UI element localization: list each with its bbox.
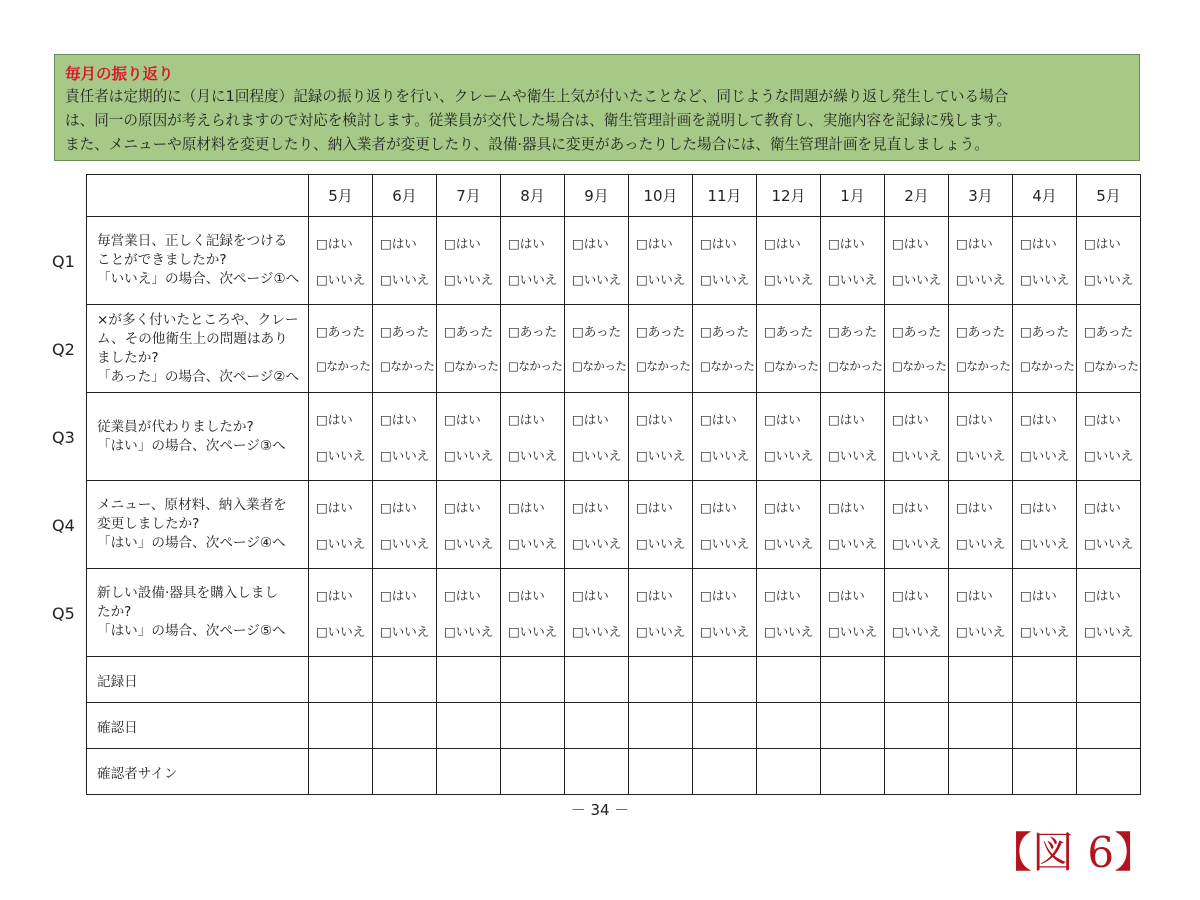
answer-checkbox-no[interactable]: □いいえ xyxy=(700,272,750,287)
record-entry-cell[interactable] xyxy=(373,657,437,703)
answer-checkbox-no[interactable]: □いいえ xyxy=(956,448,1006,463)
record-entry-cell[interactable] xyxy=(565,657,629,703)
answer-cell xyxy=(757,481,821,569)
month-header: 9月 xyxy=(565,175,629,217)
record-entry-cell[interactable] xyxy=(437,703,501,749)
answer-checkbox-no[interactable]: □いいえ xyxy=(892,272,942,287)
answer-cell xyxy=(949,305,1013,393)
answer-checkbox-yes[interactable]: □はい xyxy=(1020,412,1057,427)
question-row xyxy=(87,305,1141,393)
question-text-line: 毎営業日、正しく記録をつける xyxy=(97,233,288,249)
answer-checkbox-yes[interactable]: □はい xyxy=(956,500,993,515)
page-number: － 34 － xyxy=(570,801,630,819)
answer-cell xyxy=(373,569,437,657)
answer-cell xyxy=(309,217,373,305)
record-entry-cell[interactable] xyxy=(885,657,949,703)
answer-checkbox-yes[interactable]: □はい xyxy=(636,500,673,515)
answer-cell xyxy=(757,217,821,305)
answer-checkbox-no[interactable]: □いいえ xyxy=(316,536,366,551)
answer-checkbox-yes[interactable]: □はい xyxy=(444,588,481,603)
answer-checkbox-yes[interactable]: □あった xyxy=(508,324,558,339)
answer-checkbox-no[interactable]: □なかった xyxy=(636,359,691,373)
answer-checkbox-no[interactable]: □いいえ xyxy=(572,624,622,639)
answer-checkbox-no[interactable]: □いいえ xyxy=(1084,448,1134,463)
answer-cell xyxy=(949,569,1013,657)
answer-cell xyxy=(757,305,821,393)
answer-cell xyxy=(1077,569,1141,657)
record-entry-cell[interactable] xyxy=(693,657,757,703)
question-text-line: ×が多く付いたところや、クレー xyxy=(97,311,299,328)
answer-cell xyxy=(629,305,693,393)
answer-checkbox-no[interactable]: □いいえ xyxy=(828,536,878,551)
answer-checkbox-yes[interactable]: □あった xyxy=(828,324,878,339)
question-text-line: 「あった」の場合、次ページ②へ xyxy=(97,368,300,385)
answer-checkbox-yes[interactable]: □はい xyxy=(828,500,865,515)
answer-cell xyxy=(1077,305,1141,393)
question-text-line: たか? xyxy=(97,604,132,620)
answer-cell xyxy=(565,217,629,305)
answer-checkbox-yes[interactable]: □はい xyxy=(828,588,865,603)
question-row xyxy=(87,569,1141,657)
answer-checkbox-no[interactable]: □いいえ xyxy=(892,448,942,463)
answer-checkbox-yes[interactable]: □あった xyxy=(444,324,494,339)
answer-checkbox-no[interactable]: □いいえ xyxy=(380,624,430,639)
answer-checkbox-yes[interactable]: □はい xyxy=(700,588,737,603)
answer-cell xyxy=(949,393,1013,481)
answer-checkbox-no[interactable]: □なかった xyxy=(892,359,947,373)
answer-checkbox-no[interactable]: □いいえ xyxy=(316,624,366,639)
record-entry-cell[interactable] xyxy=(437,749,501,795)
answer-checkbox-yes[interactable]: □はい xyxy=(380,588,417,603)
answer-cell xyxy=(885,305,949,393)
answer-cell xyxy=(821,217,885,305)
answer-checkbox-no[interactable]: □なかった xyxy=(956,359,1011,373)
answer-cell xyxy=(1077,481,1141,569)
answer-cell xyxy=(885,481,949,569)
month-header: 6月 xyxy=(373,175,437,217)
answer-checkbox-no[interactable]: □いいえ xyxy=(764,624,814,639)
record-entry-cell[interactable] xyxy=(949,657,1013,703)
question-text-line: ことができましたか? xyxy=(97,252,227,268)
question-text xyxy=(87,569,309,657)
record-entry-cell[interactable] xyxy=(565,703,629,749)
record-entry-cell[interactable] xyxy=(565,749,629,795)
answer-cell xyxy=(693,481,757,569)
answer-checkbox-no[interactable]: □いいえ xyxy=(892,536,942,551)
answer-checkbox-no[interactable]: □いいえ xyxy=(828,448,878,463)
answer-checkbox-no[interactable]: □いいえ xyxy=(636,448,686,463)
answer-cell xyxy=(885,569,949,657)
answer-checkbox-yes[interactable]: □はい xyxy=(380,500,417,515)
answer-checkbox-yes[interactable]: □あった xyxy=(572,324,622,339)
month-header: 5月 xyxy=(309,175,373,217)
answer-checkbox-yes[interactable]: □はい xyxy=(316,588,353,603)
answer-cell xyxy=(309,393,373,481)
record-entry-cell[interactable] xyxy=(757,703,821,749)
question-text-line: 「はい」の場合、次ページ④へ xyxy=(97,535,286,551)
answer-cell xyxy=(1013,217,1077,305)
answer-checkbox-no[interactable]: □いいえ xyxy=(956,536,1006,551)
record-entry-cell[interactable] xyxy=(885,703,949,749)
answer-cell xyxy=(309,481,373,569)
answer-cell xyxy=(629,217,693,305)
answer-cell xyxy=(693,217,757,305)
answer-checkbox-no[interactable]: □いいえ xyxy=(956,624,1006,639)
question-id: Q3 xyxy=(52,428,75,447)
answer-checkbox-no[interactable]: □いいえ xyxy=(316,448,366,463)
answer-cell xyxy=(1077,217,1141,305)
monthly-review-box xyxy=(54,54,1140,161)
record-entry-cell[interactable] xyxy=(501,749,565,795)
answer-checkbox-no[interactable]: □いいえ xyxy=(828,624,878,639)
header-blank-cell xyxy=(87,175,309,217)
question-row xyxy=(87,217,1141,305)
record-entry-cell[interactable] xyxy=(693,703,757,749)
answer-cell xyxy=(501,569,565,657)
answer-checkbox-no[interactable]: □なかった xyxy=(1084,359,1139,373)
record-entry-cell[interactable] xyxy=(821,657,885,703)
answer-checkbox-no[interactable]: □いいえ xyxy=(1020,272,1070,287)
answer-checkbox-yes[interactable]: □はい xyxy=(1020,500,1057,515)
answer-checkbox-no[interactable]: □いいえ xyxy=(764,536,814,551)
answer-checkbox-no[interactable]: □いいえ xyxy=(508,536,558,551)
month-header: 4月 xyxy=(1013,175,1077,217)
question-text-line: ましたか? xyxy=(97,349,159,366)
answer-cell xyxy=(565,481,629,569)
record-entry-cell[interactable] xyxy=(1077,703,1141,749)
answer-checkbox-yes[interactable]: □はい xyxy=(508,588,545,603)
answer-checkbox-no[interactable]: □いいえ xyxy=(700,624,750,639)
record-entry-cell[interactable] xyxy=(501,657,565,703)
answer-checkbox-no[interactable]: □いいえ xyxy=(828,272,878,287)
answer-checkbox-yes[interactable]: □はい xyxy=(380,236,417,251)
answer-checkbox-yes[interactable]: □はい xyxy=(956,236,993,251)
question-id: Q5 xyxy=(52,604,75,623)
intro-line: また、メニューや原材料を変更したり、納入業者が変更したり、設備·器具に変更があったりした場合には、衛生管理計画を見直しましょう。 xyxy=(65,136,989,153)
answer-checkbox-yes[interactable]: □はい xyxy=(1084,500,1121,515)
answer-checkbox-no[interactable]: □いいえ xyxy=(508,448,558,463)
answer-checkbox-yes[interactable]: □はい xyxy=(892,236,929,251)
answer-checkbox-no[interactable]: □いいえ xyxy=(700,536,750,551)
answer-checkbox-no[interactable]: □いいえ xyxy=(380,448,430,463)
answer-cell xyxy=(885,217,949,305)
answer-cell xyxy=(693,305,757,393)
answer-cell xyxy=(501,217,565,305)
record-entry-cell[interactable] xyxy=(1013,657,1077,703)
record-entry-cell[interactable] xyxy=(693,749,757,795)
record-row xyxy=(87,657,1141,703)
answer-cell xyxy=(437,393,501,481)
answer-checkbox-yes[interactable]: □はい xyxy=(444,236,481,251)
question-text-line: 「いいえ」の場合、次ページ①へ xyxy=(97,271,300,287)
answer-checkbox-no[interactable]: □いいえ xyxy=(572,448,622,463)
answer-checkbox-yes[interactable]: □はい xyxy=(316,500,353,515)
answer-checkbox-yes[interactable]: □はい xyxy=(380,412,417,427)
record-entry-cell[interactable] xyxy=(949,703,1013,749)
answer-checkbox-no[interactable]: □いいえ xyxy=(1084,536,1134,551)
answer-checkbox-yes[interactable]: □はい xyxy=(636,236,673,251)
answer-checkbox-yes[interactable]: □あった xyxy=(1084,324,1134,339)
answer-cell xyxy=(309,305,373,393)
record-entry-cell[interactable] xyxy=(757,657,821,703)
answer-checkbox-yes[interactable]: □はい xyxy=(508,500,545,515)
answer-cell xyxy=(821,305,885,393)
answer-checkbox-no[interactable]: □なかった xyxy=(828,359,883,373)
question-text-line: メニュー、原材料、納入業者を xyxy=(97,497,287,513)
answer-cell xyxy=(1013,305,1077,393)
record-entry-cell[interactable] xyxy=(501,703,565,749)
answer-checkbox-no[interactable]: □いいえ xyxy=(572,272,622,287)
record-row xyxy=(87,749,1141,795)
answer-cell xyxy=(821,569,885,657)
answer-cell xyxy=(1013,569,1077,657)
answer-checkbox-no[interactable]: □いいえ xyxy=(892,624,942,639)
question-row xyxy=(87,393,1141,481)
answer-checkbox-no[interactable]: □いいえ xyxy=(764,448,814,463)
answer-cell xyxy=(821,393,885,481)
answer-checkbox-yes[interactable]: □あった xyxy=(636,324,686,339)
answer-cell xyxy=(629,393,693,481)
answer-checkbox-yes[interactable]: □はい xyxy=(636,588,673,603)
answer-checkbox-yes[interactable]: □はい xyxy=(1020,236,1057,251)
question-text xyxy=(87,481,309,569)
answer-checkbox-yes[interactable]: □あった xyxy=(700,324,750,339)
answer-checkbox-no[interactable]: □いいえ xyxy=(508,624,558,639)
record-entry-cell[interactable] xyxy=(885,749,949,795)
answer-cell xyxy=(693,569,757,657)
answer-cell xyxy=(437,217,501,305)
answer-checkbox-no[interactable]: □いいえ xyxy=(444,272,494,287)
answer-checkbox-yes[interactable]: □はい xyxy=(572,588,609,603)
question-id: Q4 xyxy=(52,516,75,535)
answer-checkbox-no[interactable]: □いいえ xyxy=(1020,536,1070,551)
answer-checkbox-yes[interactable]: □はい xyxy=(700,412,737,427)
record-entry-cell[interactable] xyxy=(949,749,1013,795)
answer-checkbox-yes[interactable]: □はい xyxy=(892,500,929,515)
month-header: 5月 xyxy=(1077,175,1141,217)
answer-checkbox-yes[interactable]: □はい xyxy=(316,412,353,427)
record-entry-cell[interactable] xyxy=(1013,749,1077,795)
question-text-line: 従業員が代わりましたか? xyxy=(97,418,254,435)
record-label: 確認日 xyxy=(87,703,309,749)
answer-checkbox-no[interactable]: □いいえ xyxy=(1084,624,1134,639)
answer-cell xyxy=(949,481,1013,569)
question-text-line: 「はい」の場合、次ページ③へ xyxy=(97,437,286,454)
answer-cell xyxy=(565,569,629,657)
answer-cell xyxy=(437,481,501,569)
figure-label: 【図 6】 xyxy=(990,828,1157,877)
record-row xyxy=(87,703,1141,749)
answer-checkbox-yes[interactable]: □はい xyxy=(956,588,993,603)
question-row xyxy=(87,481,1141,569)
answer-checkbox-yes[interactable]: □あった xyxy=(1020,324,1070,339)
question-text-line: 「はい」の場合、次ページ⑤へ xyxy=(97,623,286,639)
record-entry-cell[interactable] xyxy=(309,703,373,749)
answer-cell xyxy=(821,481,885,569)
answer-cell xyxy=(437,569,501,657)
question-id: Q2 xyxy=(52,340,75,359)
answer-checkbox-no[interactable]: □いいえ xyxy=(316,272,366,287)
answer-checkbox-no[interactable]: □なかった xyxy=(316,359,371,373)
answer-checkbox-yes[interactable]: □はい xyxy=(508,412,545,427)
answer-checkbox-yes[interactable]: □はい xyxy=(764,588,801,603)
question-text-line: 新しい設備·器具を購入しまし xyxy=(97,585,279,601)
answer-cell xyxy=(373,393,437,481)
answer-cell xyxy=(565,393,629,481)
record-entry-cell[interactable] xyxy=(821,749,885,795)
answer-checkbox-yes[interactable]: □あった xyxy=(892,324,942,339)
answer-checkbox-yes[interactable]: □はい xyxy=(956,412,993,427)
answer-checkbox-yes[interactable]: □はい xyxy=(892,412,929,427)
answer-checkbox-yes[interactable]: □はい xyxy=(636,412,673,427)
month-header: 10月 xyxy=(629,175,693,217)
answer-cell xyxy=(629,569,693,657)
answer-checkbox-yes[interactable]: □はい xyxy=(1084,412,1121,427)
answer-cell xyxy=(1013,393,1077,481)
answer-checkbox-no[interactable]: □いいえ xyxy=(444,536,494,551)
answer-checkbox-yes[interactable]: □はい xyxy=(828,412,865,427)
month-header: 8月 xyxy=(501,175,565,217)
answer-cell xyxy=(437,305,501,393)
record-label: 確認者サイン xyxy=(87,749,309,795)
answer-cell xyxy=(373,217,437,305)
record-entry-cell[interactable] xyxy=(757,749,821,795)
answer-cell xyxy=(373,481,437,569)
answer-checkbox-yes[interactable]: □はい xyxy=(572,412,609,427)
answer-checkbox-no[interactable]: □いいえ xyxy=(956,272,1006,287)
answer-cell xyxy=(885,393,949,481)
answer-checkbox-yes[interactable]: □はい xyxy=(764,412,801,427)
answer-checkbox-yes[interactable]: □はい xyxy=(1084,588,1121,603)
answer-cell xyxy=(309,569,373,657)
answer-cell xyxy=(1077,393,1141,481)
record-entry-cell[interactable] xyxy=(629,749,693,795)
record-entry-cell[interactable] xyxy=(373,749,437,795)
answer-checkbox-no[interactable]: □いいえ xyxy=(572,536,622,551)
answer-checkbox-yes[interactable]: □はい xyxy=(700,500,737,515)
answer-checkbox-yes[interactable]: □あった xyxy=(956,324,1006,339)
record-entry-cell[interactable] xyxy=(821,703,885,749)
answer-cell xyxy=(501,481,565,569)
question-text xyxy=(87,393,309,481)
answer-checkbox-no[interactable]: □いいえ xyxy=(700,448,750,463)
answer-checkbox-no[interactable]: □いいえ xyxy=(508,272,558,287)
month-header: 12月 xyxy=(757,175,821,217)
answer-checkbox-no[interactable]: □なかった xyxy=(444,359,499,373)
record-entry-cell[interactable] xyxy=(1077,749,1141,795)
answer-checkbox-yes[interactable]: □あった xyxy=(764,324,814,339)
record-entry-cell[interactable] xyxy=(373,703,437,749)
answer-cell xyxy=(629,481,693,569)
question-id: Q1 xyxy=(52,252,75,271)
month-header-row xyxy=(87,175,1141,217)
answer-cell xyxy=(757,393,821,481)
intro-line: 責任者は定期的に（月に1回程度）記録の振り返りを行い、クレームや衛生上気が付いたことなど、同じような問題が繰り返し発生している場合 xyxy=(65,88,1009,105)
record-entry-cell[interactable] xyxy=(629,703,693,749)
answer-cell xyxy=(1013,481,1077,569)
answer-checkbox-yes[interactable]: □はい xyxy=(444,412,481,427)
answer-cell xyxy=(501,393,565,481)
answer-checkbox-yes[interactable]: □はい xyxy=(316,236,353,251)
record-entry-cell[interactable] xyxy=(1013,703,1077,749)
answer-checkbox-no[interactable]: □いいえ xyxy=(380,536,430,551)
question-text-line: ム、その他衛生上の問題はあり xyxy=(97,330,288,347)
answer-checkbox-yes[interactable]: □はい xyxy=(1020,588,1057,603)
answer-cell xyxy=(949,217,1013,305)
answer-checkbox-no[interactable]: □いいえ xyxy=(1020,624,1070,639)
answer-checkbox-no[interactable]: □いいえ xyxy=(1020,448,1070,463)
record-label: 記録日 xyxy=(87,657,309,703)
answer-checkbox-yes[interactable]: □はい xyxy=(764,500,801,515)
answer-checkbox-no[interactable]: □いいえ xyxy=(636,536,686,551)
month-header: 3月 xyxy=(949,175,1013,217)
record-entry-cell[interactable] xyxy=(309,749,373,795)
answer-checkbox-yes[interactable]: □はい xyxy=(572,236,609,251)
intro-title: 毎月の振り返り xyxy=(65,65,174,83)
question-text xyxy=(87,217,309,305)
intro-line: は、同一の原因が考えられますので対応を検討します。従業員が交代した場合は、衛生管理計画を説明して教育し、実施内容を記録に残します。 xyxy=(65,112,1012,129)
answer-checkbox-yes[interactable]: □はい xyxy=(1084,236,1121,251)
month-header: 1月 xyxy=(821,175,885,217)
intro-body xyxy=(65,85,1129,157)
answer-checkbox-no[interactable]: □いいえ xyxy=(636,272,686,287)
answer-checkbox-yes[interactable]: □あった xyxy=(380,324,430,339)
month-header: 11月 xyxy=(693,175,757,217)
record-entry-cell[interactable] xyxy=(309,657,373,703)
month-header: 2月 xyxy=(885,175,949,217)
answer-checkbox-no[interactable]: □いいえ xyxy=(444,624,494,639)
answer-checkbox-no[interactable]: □なかった xyxy=(1020,359,1075,373)
answer-checkbox-yes[interactable]: □はい xyxy=(444,500,481,515)
answer-checkbox-yes[interactable]: □はい xyxy=(572,500,609,515)
answer-cell xyxy=(757,569,821,657)
answer-checkbox-yes[interactable]: □はい xyxy=(508,236,545,251)
answer-checkbox-no[interactable]: □なかった xyxy=(508,359,563,373)
question-text xyxy=(87,305,309,393)
record-entry-cell[interactable] xyxy=(629,657,693,703)
answer-cell xyxy=(693,393,757,481)
answer-checkbox-no[interactable]: □いいえ xyxy=(764,272,814,287)
answer-cell xyxy=(565,305,629,393)
question-text-line: 変更しましたか? xyxy=(97,516,200,532)
answer-cell xyxy=(373,305,437,393)
answer-cell xyxy=(501,305,565,393)
answer-checkbox-yes[interactable]: □はい xyxy=(892,588,929,603)
answer-checkbox-no[interactable]: □いいえ xyxy=(636,624,686,639)
answer-checkbox-no[interactable]: □なかった xyxy=(764,359,819,373)
answer-checkbox-no[interactable]: □なかった xyxy=(572,359,627,373)
answer-checkbox-yes[interactable]: □あった xyxy=(316,324,366,339)
monthly-review-table xyxy=(86,174,1141,795)
answer-checkbox-no[interactable]: □いいえ xyxy=(1084,272,1134,287)
answer-checkbox-no[interactable]: □なかった xyxy=(380,359,435,373)
answer-checkbox-no[interactable]: □なかった xyxy=(700,359,755,373)
record-entry-cell[interactable] xyxy=(437,657,501,703)
record-entry-cell[interactable] xyxy=(1077,657,1141,703)
answer-checkbox-yes[interactable]: □はい xyxy=(828,236,865,251)
answer-checkbox-yes[interactable]: □はい xyxy=(764,236,801,251)
answer-checkbox-no[interactable]: □いいえ xyxy=(444,448,494,463)
month-header: 7月 xyxy=(437,175,501,217)
answer-checkbox-yes[interactable]: □はい xyxy=(700,236,737,251)
answer-checkbox-no[interactable]: □いいえ xyxy=(380,272,430,287)
